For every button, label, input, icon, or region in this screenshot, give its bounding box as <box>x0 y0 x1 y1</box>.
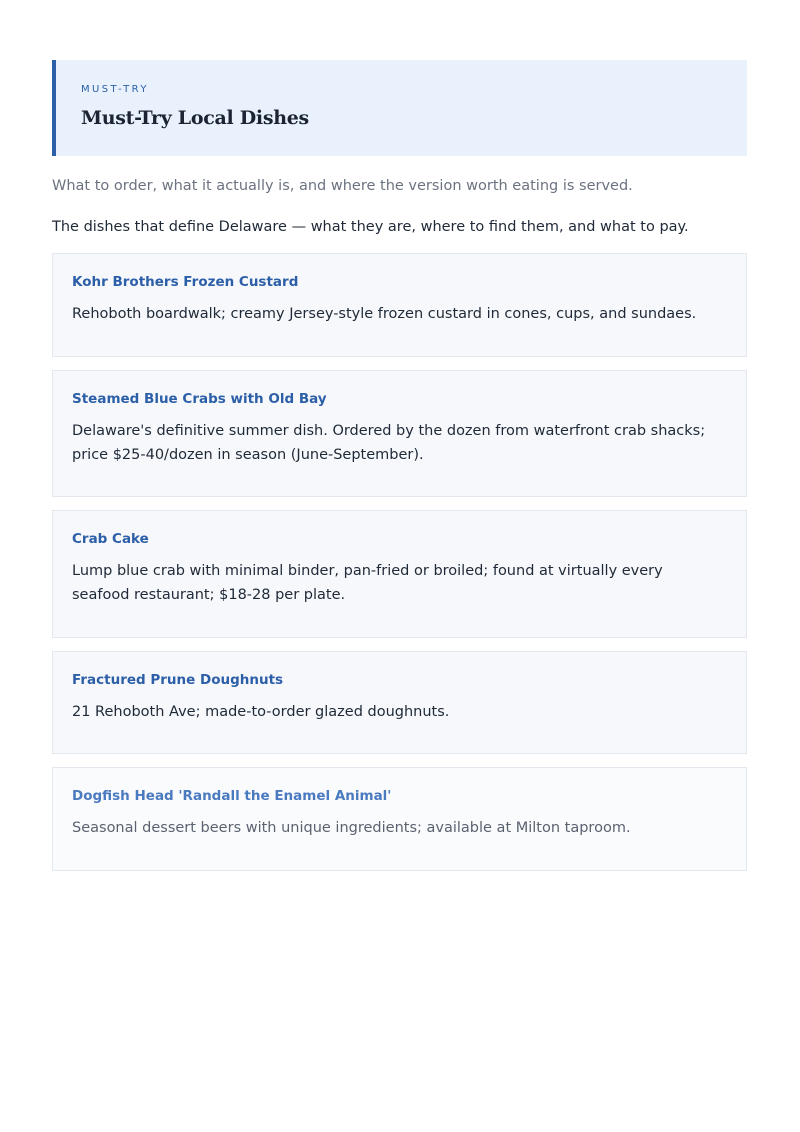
dish-card-crab-cake <box>52 510 747 638</box>
section-header <box>52 60 747 156</box>
dish-description: Delaware's definitive summer dish. Ordered by the dozen from waterfront crab shacks; price $25-40/dozen in season (June-September). <box>72 423 706 463</box>
intro-text: The dishes that define Delaware — what they are, where to find them, and what to pay. <box>52 219 689 235</box>
dish-card-prune-doughnuts <box>52 651 747 754</box>
dish-card-dogfish-head <box>52 767 747 871</box>
section-eyebrow: MUST-TRY <box>81 84 149 95</box>
page-subtitle: What to order, what it actually is, and where the version worth eating is served. <box>52 178 633 194</box>
dish-description: Rehoboth boardwalk; creamy Jersey-style frozen custard in cones, cups, and sundaes. <box>72 306 697 322</box>
dish-name: Steamed Blue Crabs with Old Bay <box>72 391 327 407</box>
dish-name: Fractured Prune Doughnuts <box>72 672 284 688</box>
dish-card-kohr-brothers <box>52 253 747 357</box>
dish-name: Kohr Brothers Frozen Custard <box>72 274 299 290</box>
dish-description: 21 Rehoboth Ave; made-to-order glazed doughnuts. <box>72 704 450 720</box>
dish-description: Seasonal dessert beers with unique ingredients; available at Milton taproom. <box>72 820 631 836</box>
page-title: Must-Try Local Dishes <box>81 107 309 129</box>
dish-name: Dogfish Head 'Randall the Enamel Animal' <box>72 788 392 804</box>
dish-description: Lump blue crab with minimal binder, pan-fried or broiled; found at virtually every seafood restaurant; $18-28 per plate. <box>72 563 663 603</box>
dish-card-blue-crabs <box>52 370 747 497</box>
dish-name: Crab Cake <box>72 531 149 547</box>
